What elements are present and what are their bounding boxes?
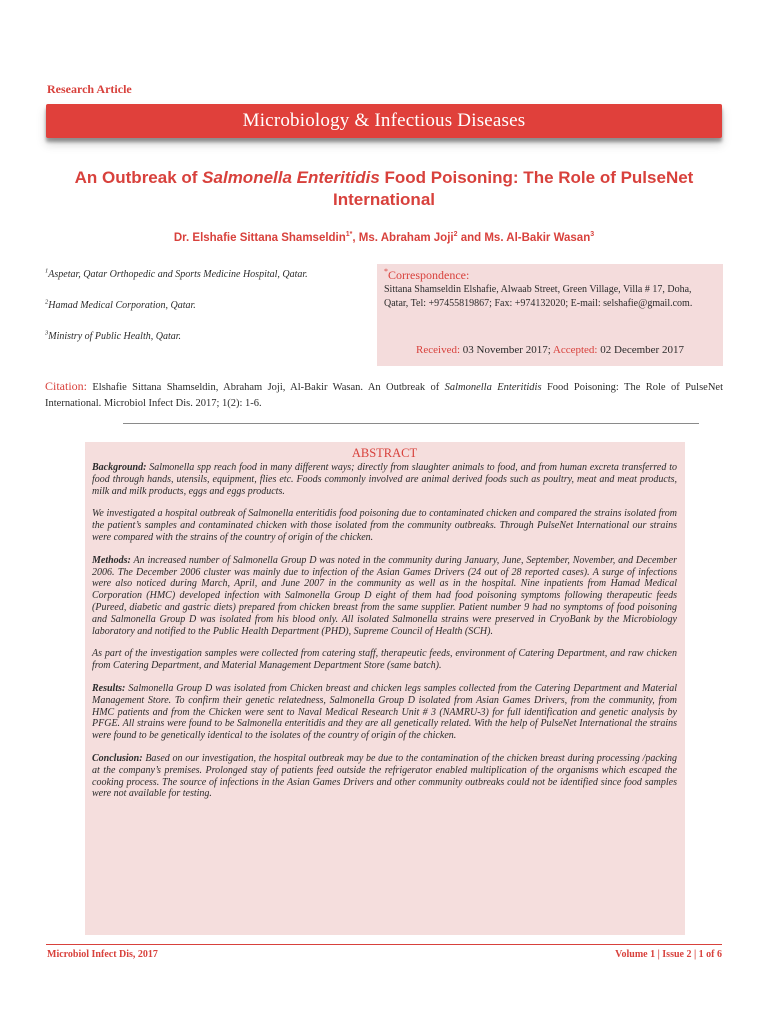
- correspondence-box: [377, 264, 723, 366]
- accepted-date: 02 December 2017: [597, 344, 684, 356]
- paragraph-label: Background:: [92, 462, 147, 473]
- paragraph-text: Salmonella spp reach food in many different ways; directly from slaughter animals to food, and from human excreta transferred to food through hands, utensils, equipment, flies etc. Foods commonly involved are animal derived foods such as poultry, meat and meat products, milk and milk products, eggs and eggs products.: [92, 462, 677, 497]
- affiliation-text: Ministry of Public Health, Qatar.: [48, 331, 182, 342]
- abstract-aim: [92, 508, 677, 543]
- abstract-heading: ABSTRACT: [351, 446, 418, 460]
- correspondence-marker: *: [384, 267, 388, 276]
- journal-banner: [46, 104, 722, 138]
- title-part-2: Food Poisoning: The Role of PulseNet International: [332, 168, 694, 209]
- paragraph-label: Conclusion:: [92, 752, 143, 764]
- paragraph-text: We investigated a hospital outbreak of Salmonella enteritidis food poisoning due to contaminated chicken and compared the strains isolated from the patient’s samples and contaminated chicken with those isolated from the community outbreaks. Through PulseNet International our strains were compared with the strains of the country of origin of the chicken.: [92, 508, 677, 543]
- abstract-investigation: [92, 648, 677, 672]
- author-affiliation-mark: 2: [453, 231, 458, 239]
- received-label: Received:: [416, 344, 461, 356]
- affiliation-text: Aspetar, Qatar Orthopedic and Sports Medicine Hospital, Qatar.: [48, 269, 308, 280]
- abstract-results: [92, 683, 677, 742]
- author-separator: ,: [352, 232, 359, 244]
- title-organism: Salmonella Enteritidis: [202, 168, 380, 187]
- title-part-1: An Outbreak of: [74, 168, 203, 187]
- abstract-methods: [92, 555, 677, 638]
- paragraph-text: As part of the investigation samples were collected from catering staff, therapeutic feeds, environment of Catering Department, and raw chicken from Catering Department, and Material Management Department Store (same batch).: [92, 648, 677, 672]
- citation-text-post: Food Poisoning: The Role of PulseNet International. Microbiol Infect Dis. 2017; 1(2): 1-6.: [45, 382, 723, 409]
- citation: [45, 378, 723, 412]
- abstract-background: [92, 462, 677, 497]
- footer-rule: [46, 944, 722, 945]
- affiliation-number: 3: [45, 329, 49, 337]
- correspondence-text: Sittana Shamseldin Elshafie, Alwaab Street, Green Village, Villa # 17, Doha, Qatar, Tel: +97455819867; Fax: +974132020; E-mail: selshafie@gmail.com.: [384, 284, 693, 309]
- section-divider: [123, 423, 699, 424]
- abstract-box: [85, 442, 685, 935]
- affiliations: [45, 268, 367, 361]
- citation-label: Citation:: [45, 379, 87, 393]
- author-affiliation-mark: 1*: [345, 231, 353, 239]
- paragraph-text: Based on our investigation, the hospital outbreak may be due to the contamination of the chicken breast during processing /packing at the company’s premises. Prolonged stay of patients feed outside the refrigerator enabled multiplication of the organisms which escaped the cooking process. The source of infections in the Asian Games Drivers and other community outbreaks could not be identified since food samples were not available for testing.: [92, 752, 677, 800]
- footer-journal: Microbiol Infect Dis, 2017: [47, 949, 158, 960]
- correspondence-heading: [384, 268, 715, 283]
- footer-page-info: Volume 1 | Issue 2 | 1 of 6: [615, 949, 722, 960]
- article-dates: [377, 344, 723, 356]
- affiliation-number: 2: [45, 298, 49, 306]
- author-separator: and: [457, 232, 485, 244]
- correspondence-label: Correspondence:: [388, 268, 470, 282]
- author-name: Ms. Al-Bakir Wasan: [484, 232, 591, 244]
- affiliation-number: 1: [45, 267, 49, 275]
- article-type-label: Research Article: [47, 82, 132, 96]
- paragraph-label: Methods:: [92, 554, 131, 566]
- accepted-label: Accepted:: [552, 344, 598, 356]
- paragraph-label: Results:: [92, 682, 126, 694]
- article-title: [40, 167, 728, 211]
- author-affiliation-mark: 3: [590, 231, 595, 239]
- citation-organism: Salmonella Enteritidis: [444, 382, 542, 393]
- affiliation-item: [45, 330, 367, 343]
- author-list: [40, 232, 728, 244]
- affiliation-text: Hamad Medical Corporation, Qatar.: [48, 300, 196, 311]
- journal-name: Microbiology & Infectious Diseases: [242, 110, 526, 131]
- affiliation-item: [45, 268, 367, 281]
- author-name: Ms. Abraham Joji: [358, 232, 454, 244]
- affiliation-item: [45, 299, 367, 312]
- received-date: 03 November 2017;: [460, 344, 553, 356]
- author-name: Dr. Elshafie Sittana Shamseldin: [173, 232, 346, 244]
- citation-text-pre: Elshafie Sittana Shamseldin, Abraham Joji, Al-Bakir Wasan. An Outbreak of: [87, 382, 445, 393]
- paragraph-text: Salmonella Group D was isolated from Chicken breast and chicken legs samples collected from the Catering Department and Material Management Store. To confirm their genetic relatedness, Salmonella Group D isolated from Asian Games Drivers, from the community, from HMC patients and from the Chicken were sent to Naval Medical Research Unit # 3 (NAMRU-3) for full identification and genetic analysis by PFGE. All strains were found to be Salmonella enteritidis and they are all genetically related. With the help of PulseNet International the strains were found to be genetically identical to the isolates of the country of origin of the chicken.: [92, 682, 677, 742]
- abstract-conclusion: [92, 753, 677, 800]
- paragraph-text: An increased number of Salmonella Group D was noted in the community during January, June, September, November, and December 2006. The December 2006 cluster was mainly due to infection of the Asian Games Drivers (24 out of 28 reported cases). A surge of infections were also noticed during March, April, and June 2007 in the community as well as in the hospital. Nine inpatients from Hamad Medical Corporation (HMC) developed infection with Salmonella Group D eight of them had food poisoning symptoms following therapeutic feeds (Pureed, diabetic and gastric diets) prepared from chicken breast from the same supplier. Patient number 9 had no symptoms of food poisoning and Salmonella Group D was isolated from his blood only. All isolated Salmonella strains were preserved in CryoBank by the Microbiology laboratory and notified to the Public Health Department (PHD), Supreme Council of Health (SCH).: [92, 554, 677, 637]
